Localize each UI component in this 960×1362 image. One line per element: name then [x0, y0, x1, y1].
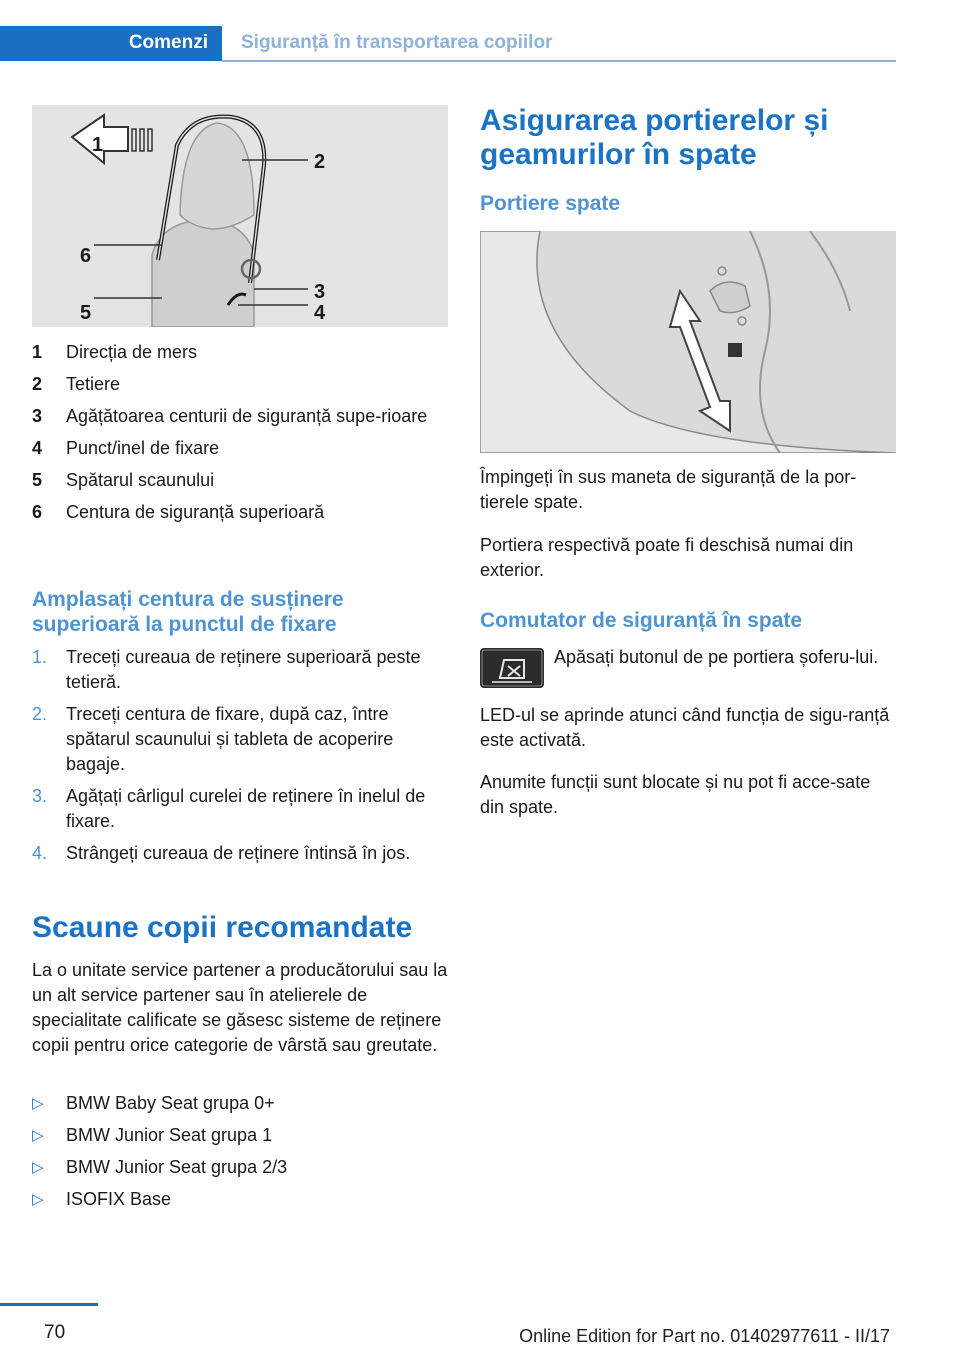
header-section-title: Siguranță în transportarea copiilor: [241, 32, 553, 53]
triangle-bullet-icon: ▷: [32, 1191, 44, 1208]
callout-3: 3: [314, 281, 326, 303]
seats-list: [32, 1091, 452, 1219]
legend-item: 3 Agățătoarea centurii de siguranță supe-rioare: [32, 406, 428, 426]
seat-item: ▷ BMW Junior Seat grupa 2/3: [32, 1155, 452, 1180]
callout-4: 4: [314, 302, 326, 324]
step-item: 4. Strângeți cureaua de reținere întinsă în jos.: [32, 843, 411, 863]
header-tab-label: Comenzi: [128, 32, 208, 53]
doors-windows-title: Asigurarea portierelor și geamurilor în spate: [480, 104, 829, 171]
switch-paragraph-3: Anumite funcții sunt blocate și nu pot fi acce-sate din spate.: [480, 772, 871, 817]
callout-6: 6: [80, 245, 92, 267]
rear-doors-title: Portiere spate: [480, 192, 621, 215]
footer-rule: [0, 1303, 98, 1306]
callout-1: 1: [92, 134, 104, 156]
seat-item: ▷ ISOFIX Base: [32, 1187, 452, 1212]
legend-item: 2 Tetiere: [32, 374, 121, 394]
door-lock-illustration: [480, 231, 896, 453]
figure-legend: [32, 340, 452, 532]
window-lock-button-icon: [480, 648, 544, 688]
step-item: 3. Agățați cârligul curelei de reținere în inelul de fixare.: [32, 786, 426, 831]
triangle-bullet-icon: ▷: [32, 1127, 44, 1144]
seat-item: ▷ BMW Junior Seat grupa 1: [32, 1123, 452, 1148]
switch-paragraph-1: Apăsați butonul de pe portiera șoferu-lui.: [554, 647, 879, 667]
edition-info: Online Edition for Part no. 01402977611 - II/17: [519, 1326, 890, 1346]
legend-item: 6 Centura de siguranță superioară: [32, 502, 325, 522]
legend-item: 5 Spătarul scaunului: [32, 470, 215, 490]
page-number: 70: [44, 1322, 66, 1343]
legend-item: 1 Direcția de mers: [32, 342, 198, 362]
fastening-steps: [32, 645, 452, 873]
triangle-bullet-icon: ▷: [32, 1095, 44, 1112]
seats-text: La o unitate service partener a producătorului sau la un alt service partener sau în atelierele de specialitate calificate se găsesc sisteme de reținere copii pentru orice categorie de vârstă sau greutate.: [32, 960, 448, 1055]
fastening-title: Amplasați centura de susținere superioară la punctul de fixare: [32, 588, 344, 636]
seat-item: ▷ BMW Baby Seat grupa 0+: [32, 1091, 452, 1116]
seats-title: Scaune copii recomandate: [32, 911, 413, 944]
doors-paragraph-1: Împingeți în sus maneta de siguranță de la por-tierele spate.: [480, 467, 857, 512]
switch-paragraph-2: LED-ul se aprinde atunci când funcția de sigu-ranță este activată.: [480, 705, 890, 750]
legend-item: 4 Punct/inel de fixare: [32, 438, 220, 458]
triangle-bullet-icon: ▷: [32, 1159, 44, 1176]
step-item: 2. Treceți centura de fixare, după caz, între spătarul scaunului și tableta de acoperire bagaje.: [32, 704, 394, 774]
callout-5: 5: [80, 302, 92, 324]
doors-paragraph-2: Portiera respectivă poate fi deschisă numai din exterior.: [480, 535, 854, 580]
header-tab: [0, 26, 222, 61]
callout-2: 2: [314, 151, 326, 173]
rear-switch-title: Comutator de siguranță în spate: [480, 609, 803, 632]
header-rule: [222, 60, 896, 62]
tether-illustration: [32, 105, 448, 327]
step-item: 1. Treceți cureaua de reținere superioară peste tetieră.: [32, 647, 421, 692]
